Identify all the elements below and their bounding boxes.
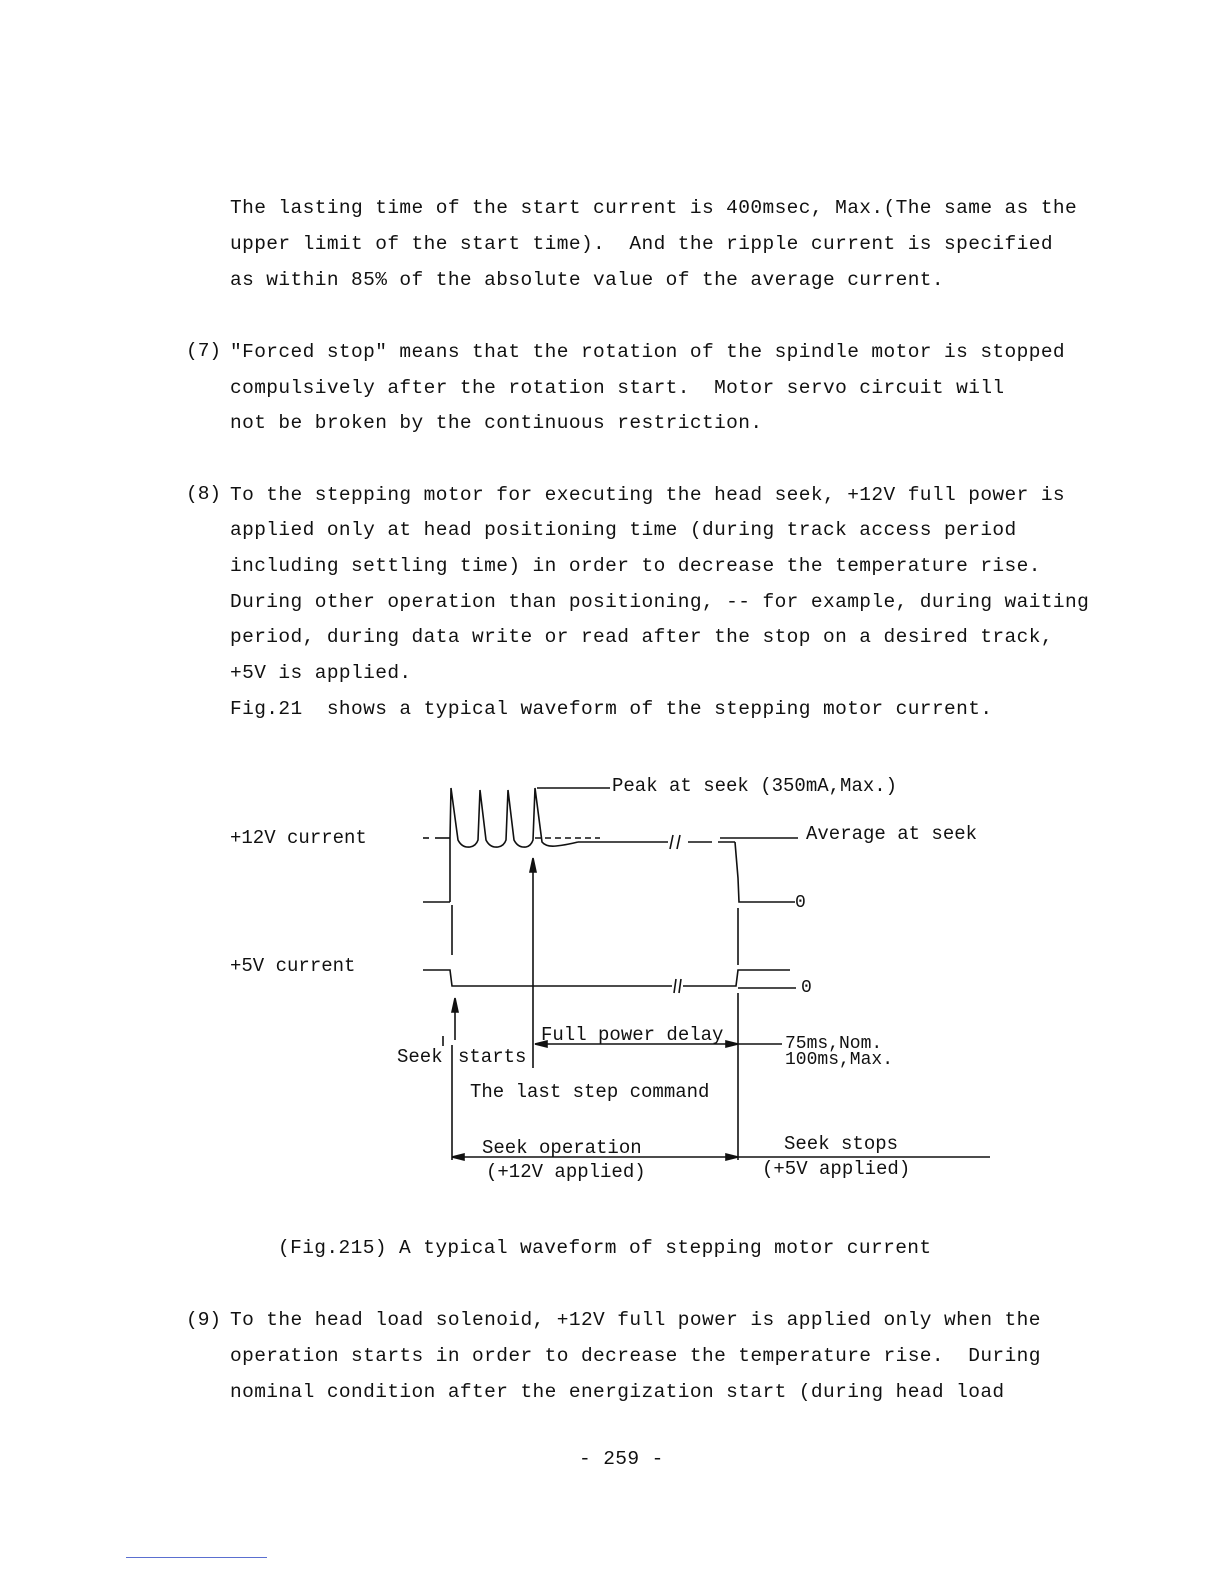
arrow-left — [452, 1154, 464, 1160]
label-delay-max: 100ms,Max. — [785, 1050, 894, 1070]
paragraph-line: compulsively after the rotation start. Motor servo circuit will — [230, 377, 1005, 399]
break-mark — [674, 979, 681, 993]
paragraph-line: applied only at head positioning time (during track access period — [230, 519, 1017, 541]
label-zero-12v: 0 — [795, 893, 806, 913]
five-volt-low — [423, 970, 672, 986]
break-mark — [670, 835, 680, 849]
fall-edge — [735, 842, 795, 902]
paragraph-line: not be broken by the continuous restriction. — [230, 412, 763, 434]
label-5v-current: +5V current — [230, 955, 356, 977]
paragraph-line: nominal condition after the energization start (during head load — [230, 1381, 1005, 1403]
arrow-right — [726, 1154, 738, 1160]
paragraph-line: The lasting time of the start current is 400msec, Max.(The same as the — [230, 197, 1078, 219]
item-number: (8) — [186, 483, 222, 505]
item-number: (9) — [186, 1309, 222, 1331]
figure-caption: (Fig.215) A typical waveform of stepping motor current — [278, 1237, 932, 1259]
five-volt-high — [683, 970, 790, 986]
paragraph-line: operation starts in order to decrease the temperature rise. During — [230, 1345, 1041, 1367]
label-seek: Seek — [397, 1046, 443, 1068]
label-full-power-delay: Full power delay — [541, 1024, 724, 1046]
label-applied-5v: (+5V applied) — [762, 1158, 911, 1180]
paragraph-line: including settling time) in order to decrease the temperature rise. — [230, 555, 1041, 577]
paragraph-line: To the stepping motor for executing the head seek, +12V full power is — [230, 484, 1066, 506]
label-delay-nom: 75ms,Nom. — [785, 1034, 883, 1054]
paragraph-line: "Forced stop" means that the rotation of the spindle motor is stopped — [230, 341, 1066, 363]
arrow-right — [726, 1041, 738, 1047]
label-peak: Peak at seek (350mA,Max.) — [612, 775, 898, 797]
label-average: Average at seek — [806, 823, 978, 845]
label-seek-operation: Seek operation — [482, 1137, 642, 1159]
paragraph-line: period, during data write or read after the stop on a desired track, — [230, 626, 1053, 648]
paragraph-line: Fig.21 shows a typical waveform of the stepping motor current. — [230, 698, 993, 720]
paragraph-line: To the head load solenoid, +12V full power is applied only when the — [230, 1309, 1041, 1331]
item-number: (7) — [186, 340, 222, 362]
footer-rule — [126, 1557, 267, 1558]
arrow-up — [530, 858, 536, 872]
arrow-up — [452, 998, 458, 1012]
paragraph-line: upper limit of the start time). And the ripple current is specified — [230, 233, 1053, 255]
label-seek-stops: Seek stops — [784, 1133, 899, 1155]
label-applied-12v: (+12V applied) — [486, 1161, 646, 1183]
label-12v-current: +12V current — [230, 827, 367, 849]
label-zero-5v: 0 — [801, 978, 812, 998]
label-last-step: The last step command — [470, 1081, 710, 1103]
page-number: - 259 - — [579, 1448, 664, 1470]
paragraph-line: as within 85% of the absolute value of the average current. — [230, 269, 945, 291]
label-starts: starts — [458, 1046, 527, 1068]
paragraph-line: During other operation than positioning, -- for example, during waiting — [230, 591, 1090, 613]
paragraph-line: +5V is applied. — [230, 662, 412, 684]
